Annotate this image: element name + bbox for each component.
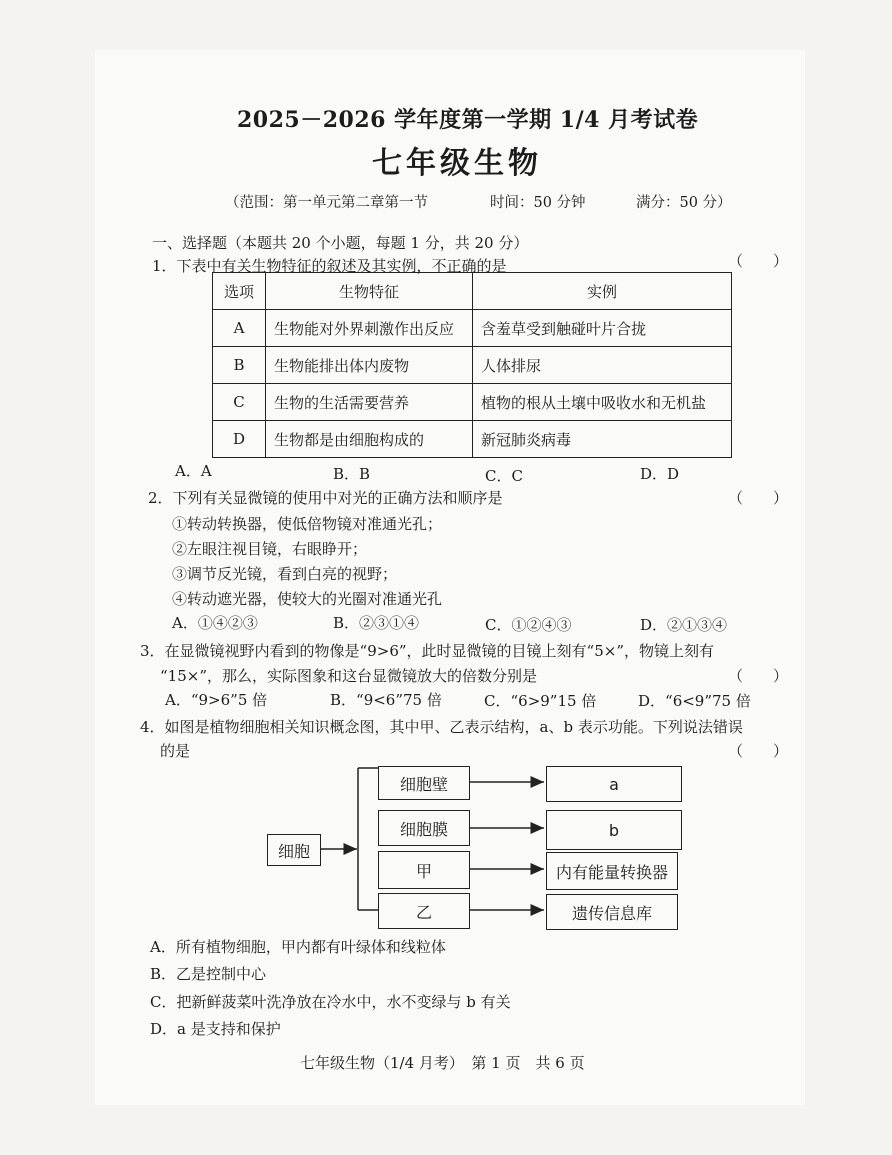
table-cell: 植物的根从土壤中吸收水和无机盐: [473, 384, 732, 421]
concept-function-a: a: [546, 766, 682, 802]
exam-time: 时间：50 分钟: [490, 195, 586, 211]
table-cell: A: [213, 310, 266, 347]
table-cell: 生物都是由细胞构成的: [266, 421, 473, 458]
table-header: 选项: [213, 273, 266, 310]
page-footer: 七年级生物（1/4 月考） 第 1 页 共 6 页: [300, 1054, 585, 1072]
section-title: 一、选择题（本题共 20 个小题，每题 1 分，共 20 分）: [152, 234, 529, 252]
table-header-row: [213, 273, 732, 310]
q3-stem-line1: 3．在显微镜视野内看到的物像是“9>6”，此时显微镜的目镜上刻有“5×”，物镜上刻有: [140, 642, 714, 660]
concept-function-genetic-library: 遗传信息库: [546, 894, 678, 930]
concept-root-cell: 细胞: [267, 834, 321, 866]
q1-option-c[interactable]: C．C: [485, 467, 523, 485]
q4-option-d[interactable]: D．a 是支持和保护: [150, 1020, 281, 1038]
table-cell: B: [213, 347, 266, 384]
table-cell: 新冠肺炎病毒: [473, 421, 732, 458]
q1-option-b[interactable]: B．B: [333, 465, 371, 483]
q1-stem: 1．下表中有关生物特征的叙述及其实例，不正确的是: [152, 257, 507, 275]
q3-option-a[interactable]: A．“9>6”5 倍: [165, 691, 268, 709]
exam-scope: （范围：第一单元第二章第一节: [225, 195, 428, 211]
subject-title: 七年级生物: [372, 146, 542, 181]
q2-step: ③调节反光镜，看到白亮的视野；: [172, 565, 398, 583]
q2-option-d[interactable]: D．②①③④: [640, 616, 728, 634]
concept-structure-cell-wall: 细胞壁: [378, 766, 470, 800]
q3-stem-line2: “15×”，那么，实际图象和这台显微镜放大的倍数分别是: [160, 667, 537, 685]
q4-option-b[interactable]: B．乙是控制中心: [150, 965, 267, 983]
q2-option-b[interactable]: B．②③①④: [333, 614, 420, 632]
q2-answer-paren: （ ）: [728, 489, 789, 507]
q2-step: ④转动遮光器，使较大的光圈对准通光孔: [172, 590, 443, 608]
q1-option-a[interactable]: A．A: [175, 462, 212, 480]
concept-function-energy-converter: 内有能量转换器: [546, 852, 678, 890]
concept-function-b: b: [546, 810, 682, 850]
q4-answer-paren: （ ）: [728, 742, 789, 760]
q4-option-a[interactable]: A．所有植物细胞，甲内都有叶绿体和线粒体: [150, 938, 446, 956]
table-cell: 生物的生活需要营养: [266, 384, 473, 421]
q2-step: ①转动转换器，使低倍物镜对准通光孔；: [172, 515, 443, 533]
q3-option-d[interactable]: D．“6<9”75 倍: [638, 692, 751, 710]
q4-stem-line1: 4．如图是植物细胞相关知识概念图，其中甲、乙表示结构，a、b 表示功能。下列说法错误: [140, 718, 743, 736]
q2-step: ②左眼注视目镜，右眼睁开；: [172, 540, 368, 558]
q3-option-c[interactable]: C．“6>9”15 倍: [484, 692, 597, 710]
table-row: [213, 310, 732, 347]
q1-table: [212, 272, 732, 458]
q4-stem-line2: 的是: [160, 742, 191, 760]
table-cell: 含羞草受到触碰叶片合拢: [473, 310, 732, 347]
table-row: [213, 421, 732, 458]
exam-title: 2025－2026 学年度第一学期 1/4 月考试卷: [237, 107, 699, 133]
q2-stem: 2．下列有关显微镜的使用中对光的正确方法和顺序是: [148, 489, 503, 507]
q3-option-b[interactable]: B．“9<6”75 倍: [330, 691, 442, 709]
q3-answer-paren: （ ）: [728, 667, 789, 685]
q4-option-c[interactable]: C．把新鲜菠菜叶洗净放在冷水中，水不变绿与 b 有关: [150, 993, 511, 1011]
table-cell: 生物能对外界刺激作出反应: [266, 310, 473, 347]
table-cell: 生物能排出体内废物: [266, 347, 473, 384]
q2-option-a[interactable]: A．①④②③: [172, 614, 258, 632]
table-header: 实例: [473, 273, 732, 310]
table-cell: 人体排尿: [473, 347, 732, 384]
table-row: [213, 347, 732, 384]
q2-option-c[interactable]: C．①②④③: [485, 616, 572, 634]
q1-answer-paren: （ ）: [728, 252, 789, 270]
table-header: 生物特征: [266, 273, 473, 310]
table-cell: C: [213, 384, 266, 421]
q1-option-d[interactable]: D．D: [640, 465, 680, 483]
table-row: [213, 384, 732, 421]
exam-score: 满分：50 分）: [636, 195, 732, 211]
table-cell: D: [213, 421, 266, 458]
concept-structure-jia: 甲: [378, 851, 470, 889]
concept-structure-yi: 乙: [378, 893, 470, 929]
concept-structure-cell-membrane: 细胞膜: [378, 810, 470, 846]
